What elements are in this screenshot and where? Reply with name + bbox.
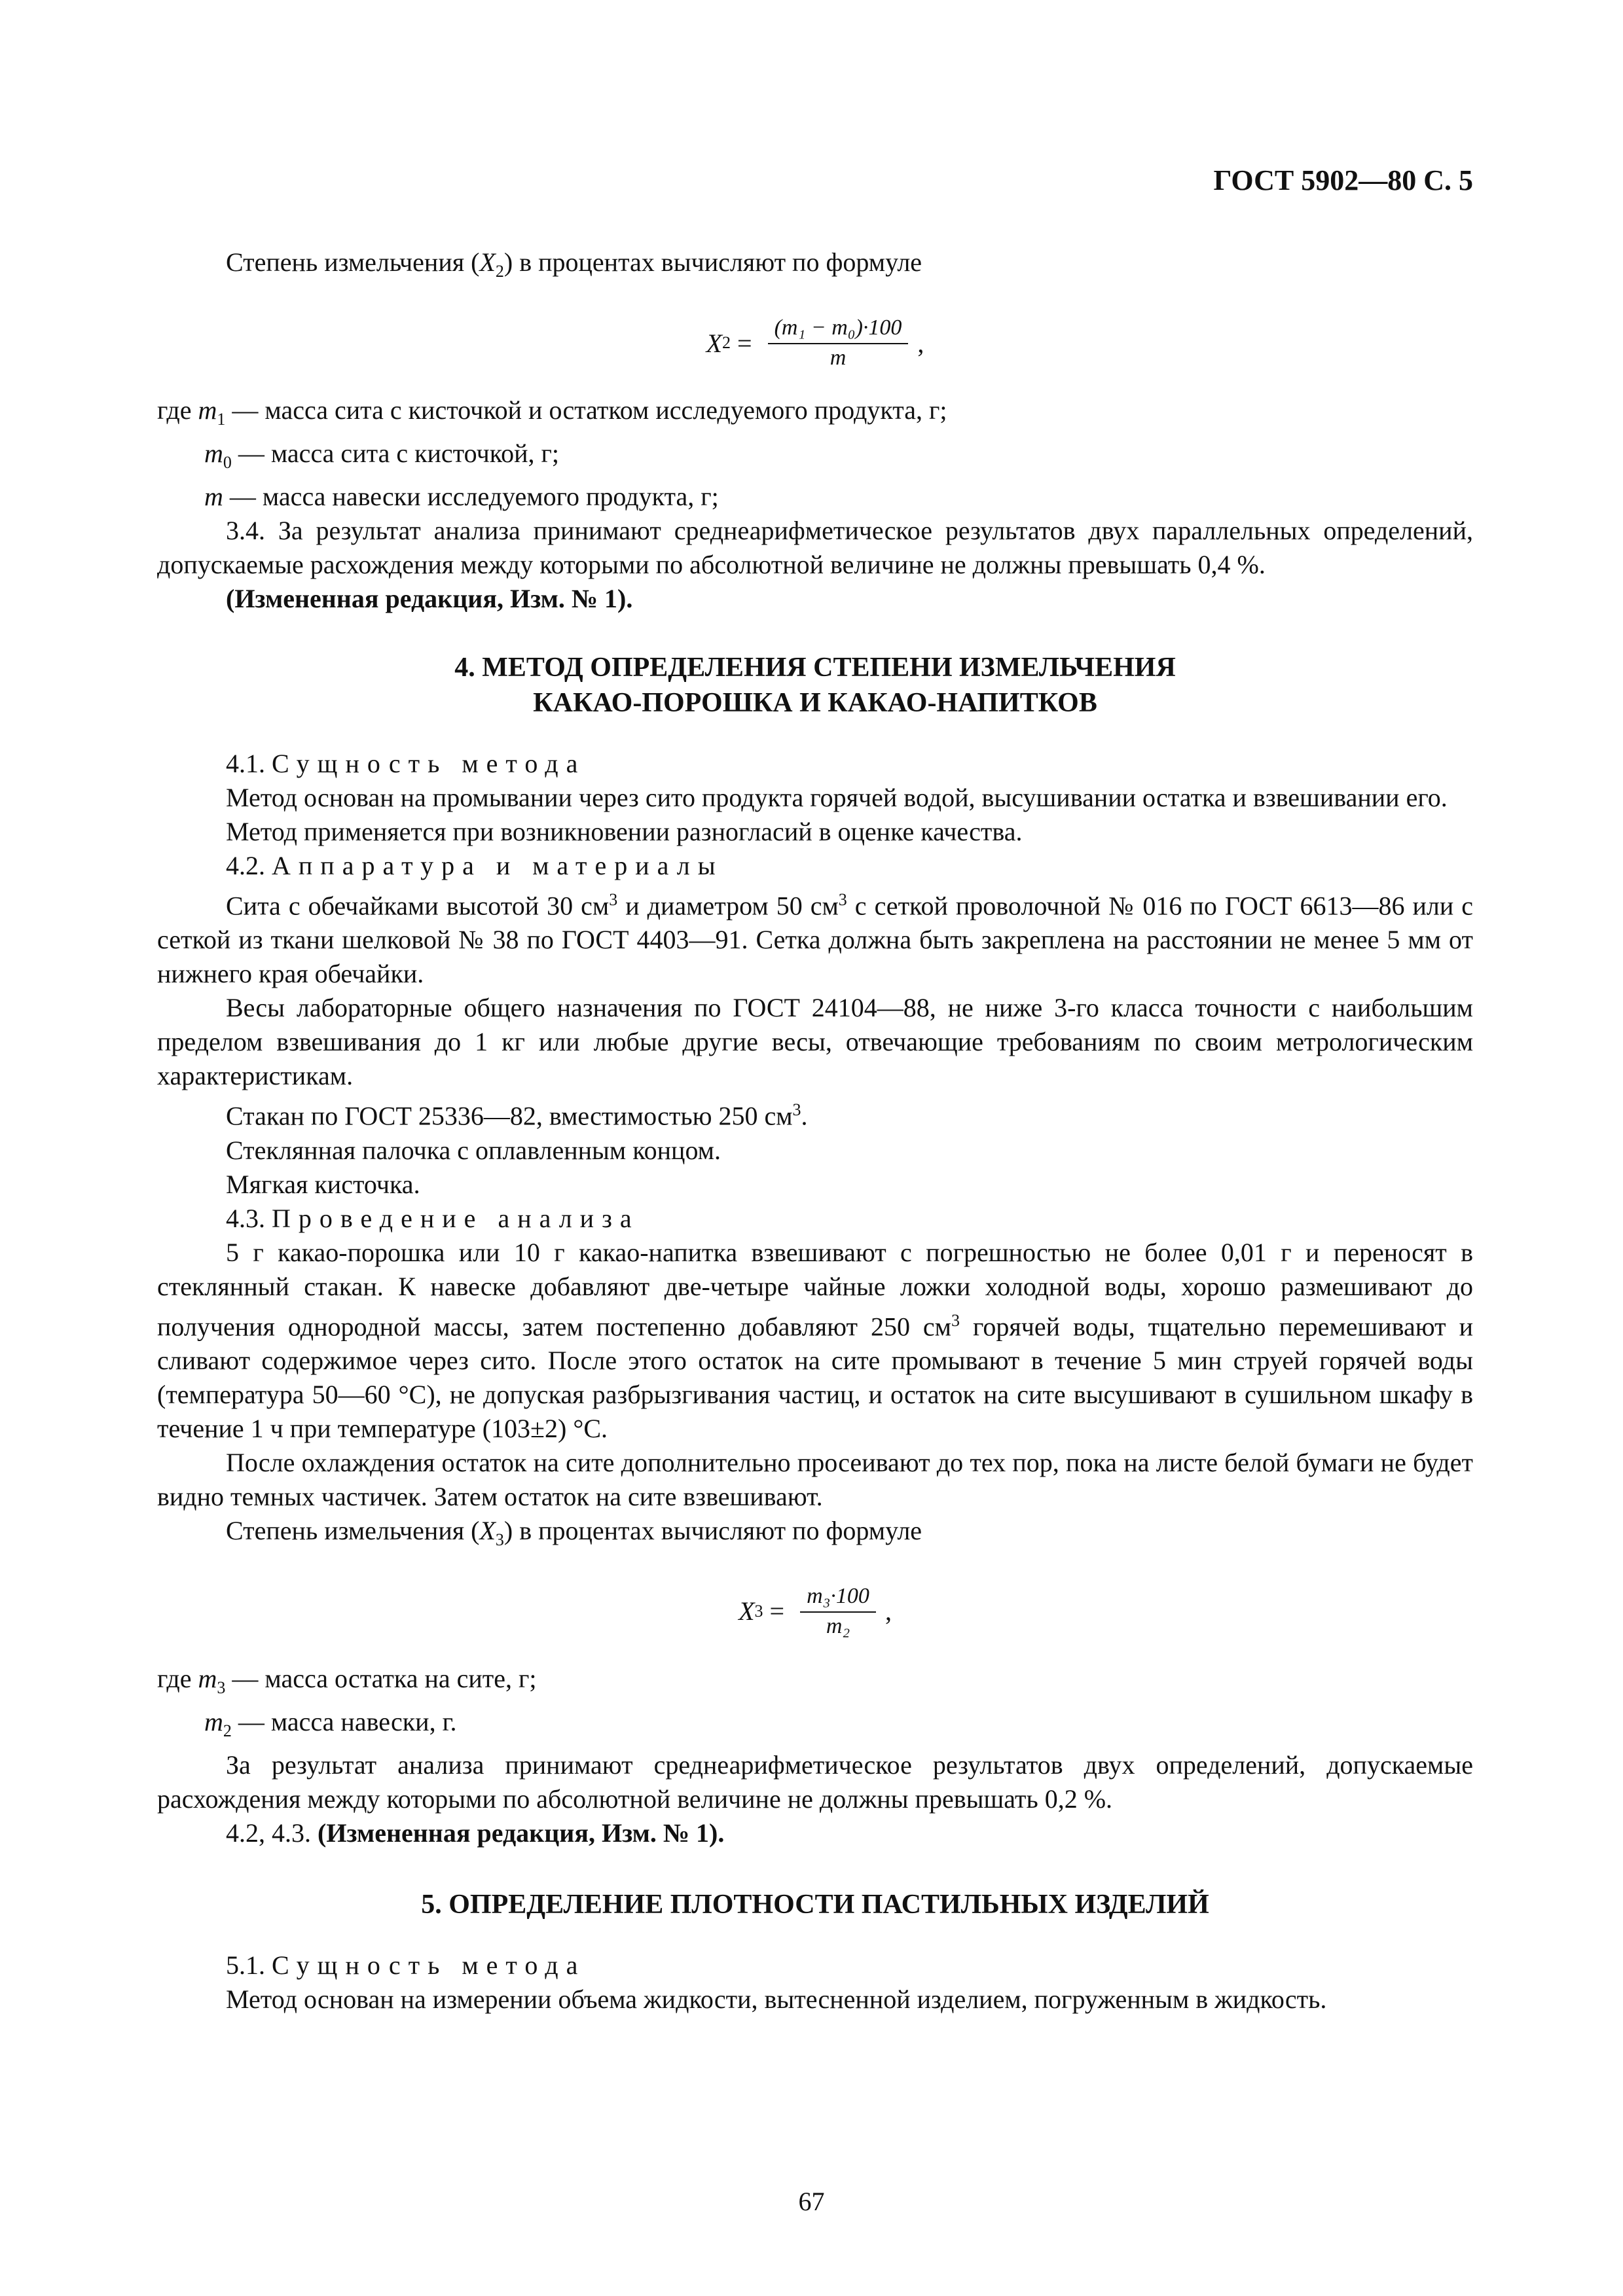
subsection-4-2-heading: 4.2. Аппаратура и материалы [226, 851, 723, 880]
where-m3: где $m_3$ — масса остатка на сите, г; [157, 1663, 537, 1697]
where-m: m — масса навески исследуемого продукта, г; [204, 482, 719, 511]
amendment-note-4: 4.2, 4.3. (Измененная редакция, Изм. № 1). [226, 1818, 725, 1848]
paragraph-4-2-brush: Мягкая кисточка. [226, 1169, 420, 1199]
paragraph-5-1: Метод основан на измерении объема жидкости, вытесненной изделием, погруженным в жидкость. [226, 1984, 1327, 2014]
formula-x3: X 3 = $\frac{\text{m₃·100}}{\text{m₂}}$ , [739, 1583, 892, 1638]
paragraph-4-2-glass-rod: Стеклянная палочка с оплавленным концом. [226, 1135, 721, 1165]
subsection-4-1-heading: 4.1. Сущность метода [226, 749, 586, 778]
paragraph-4-2-beaker: Стакан по ГОСТ 25336—82, вместимостью 250 $см^3$. [226, 1100, 808, 1131]
where-m0: $m_0$ — масса сита с кисточкой, г; [204, 439, 560, 472]
formula-x3-numerator: m₃·100 [800, 1584, 876, 1613]
paragraph-4-3-result: За результат анализа принимают среднеарифметическое результатов двух определений, допускаемые расхождения между которыми по абсолютной величине не должны превышать 0,2 %. [157, 1749, 1473, 1814]
page-number: 67 [798, 2187, 825, 2216]
paragraph-4-3-procedure: 5 г какао-порошка или 10 г какао-напитка взвешивают с погрешностью не более 0,01 г и переносят в стеклянный стакан. К навеске добавляют две-четыре чайные ложки холодной воды, хорошо размешивают до получения однородной массы, затем постепенно добавляют 250 $см^3$ горячей воды, тщательно перемешивают и сливают содержимое через сито. После этого остаток на сите промывают в течение 5 мин струей горячей воды (температура 50—60 °С), не допуская разбрызгивания частиц, и остаток на сите высушивают в сушильном шкафу в течение 1 ч при температуре (103±2) °С. [157, 1237, 1473, 1443]
formula-x2: X 2 = $\frac{\text{(m₁ − m₀)·100}}{m}$ , [706, 315, 924, 370]
paragraph-3-4: 3.4. За результат анализа принимают среднеарифметическое результатов двух параллельных определений, допускаемые расхождения между которыми по абсолютной величине не должны превышать 0,4 %. [157, 516, 1473, 579]
section-4-title-line1: 4. МЕТОД ОПРЕДЕЛЕНИЯ СТЕПЕНИ ИЗМЕЛЬЧЕНИЯ [454, 653, 1176, 683]
formula-x3-denominator: m₂ [826, 1613, 850, 1638]
paragraph-4-1-b: Метод применяется при возникновении разногласий в оценке качества. [226, 817, 1023, 846]
paragraph-x3-intro: Степень измельчения $(X_3)$ в процентах вычисляют по формуле [226, 1515, 922, 1549]
paragraph-4-2-sieves: Сита с обечайками высотой 30 $см^3$ и диаметром 50 $см^3$ с сеткой проволочной № 016 по ГОСТ 6613—86 или с сеткой из ткани шелковой № 38 по ГОСТ 4403—91. Сетка должна быть закреплена на расстоянии не менее 5 мм от нижнего края обечайки. [157, 890, 1473, 989]
paragraph-4-2-scales: Весы лабораторные общего назначения по ГОСТ 24104—88, не ниже 3-го класса точности с наибольшим пределом взвешивания до 1 кг или любые другие весы, отвечающие требованиям по своим метрологическим характеристикам. [157, 993, 1473, 1091]
paragraph-4-3-cooling: После охлаждения остаток на сите дополнительно просеивают до тех пор, пока на листе белой бумаги не будет видно темных частичек. Затем остаток на сите взвешивают. [157, 1447, 1473, 1511]
paragraph-x2-intro: Степень измельчения $(X_2)$ в процентах вычисляют по формуле [226, 247, 922, 281]
subsection-5-1-heading: 5.1. Сущность метода [226, 1950, 586, 1980]
subsection-4-3-heading: 4.3. Проведение анализа [226, 1203, 640, 1233]
amendment-note-3: (Измененная редакция, Изм. № 1). [226, 584, 633, 613]
section-4-title-line2: КАКАО-ПОРОШКА И КАКАО-НАПИТКОВ [533, 688, 1097, 718]
formula-x2-numerator: (m₁ − m₀)·100 [768, 315, 909, 344]
page-header: ГОСТ 5902—80 С. 5 [1213, 164, 1473, 196]
formula-x2-denominator: m [830, 346, 847, 370]
section-5-title: 5. ОПРЕДЕЛЕНИЕ ПЛОТНОСТИ ПАСТИЛЬНЫХ ИЗДЕЛИЙ [421, 1889, 1209, 1920]
document-body [157, 164, 1473, 2017]
where-m1: где $m_1$ — масса сита с кисточкой и остатком исследуемого продукта, г; [157, 395, 947, 429]
where-m2: $m_2$ — масса навески, г. [204, 1706, 457, 1740]
paragraph-4-1-a: Метод основан на промывании через сито продукта горячей водой, высушивании остатка и взвешивании его. [226, 783, 1448, 812]
